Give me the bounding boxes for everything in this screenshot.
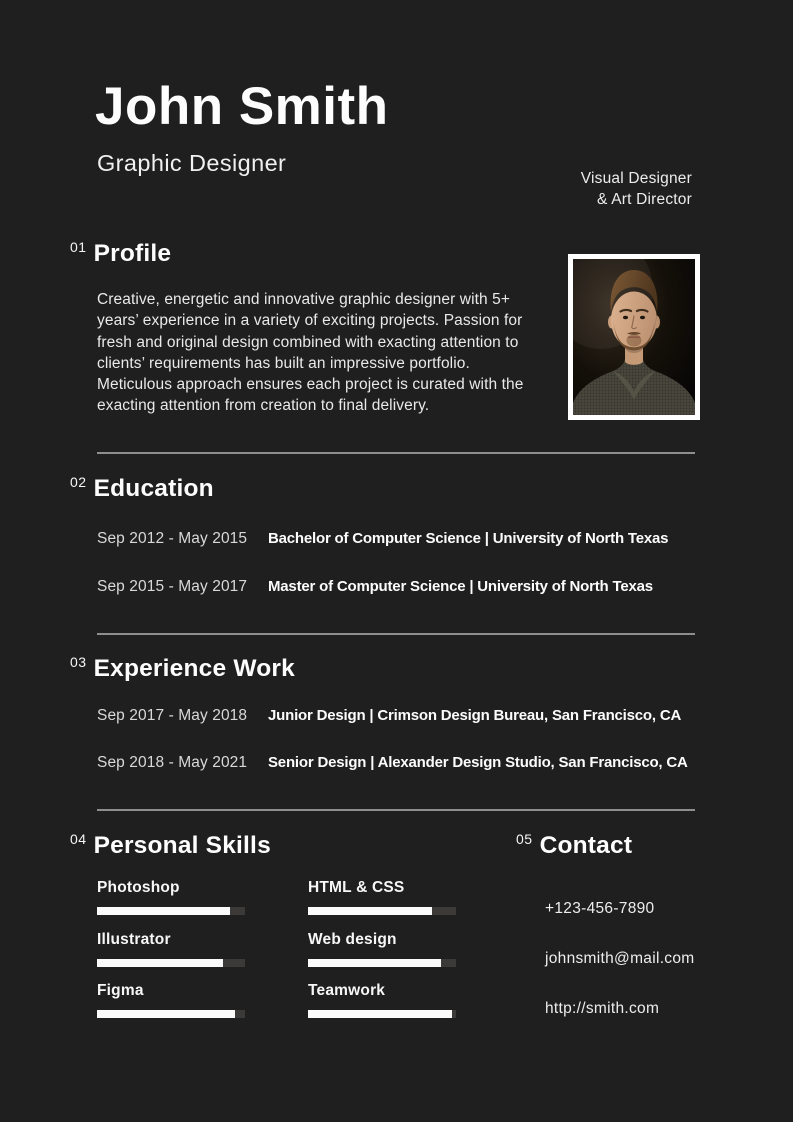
experience-description: Junior Design | Crimson Design Bureau, San Francisco, CA — [268, 707, 682, 724]
skill-item — [308, 878, 458, 915]
section-number: 05 — [516, 831, 533, 847]
education-dates: Sep 2015 - May 2017 — [97, 578, 248, 595]
section-title: Contact — [539, 832, 633, 859]
education-description: Master of Computer Science | University of North Texas — [268, 578, 653, 595]
person-title: Graphic Designer — [97, 150, 287, 176]
skill-label: Teamwork — [308, 982, 386, 999]
skill-bar-fill — [97, 1010, 235, 1018]
section-title: Personal Skills — [93, 832, 271, 859]
skill-bar-fill — [97, 907, 230, 915]
person-name: John Smith — [95, 77, 389, 136]
section-title: Profile — [93, 240, 172, 267]
section-number: 04 — [70, 831, 87, 847]
section-divider — [97, 633, 695, 635]
education-dates: Sep 2012 - May 2015 — [97, 530, 248, 547]
skill-bar-fill — [308, 959, 441, 967]
portrait-illustration — [573, 259, 695, 415]
skill-label: Figma — [97, 982, 144, 999]
skill-bar-track — [308, 907, 456, 915]
skill-bar-track — [97, 907, 245, 915]
experience-dates: Sep 2017 - May 2018 — [97, 707, 248, 724]
experience-row — [97, 706, 737, 726]
section-heading-contact — [516, 832, 632, 860]
skill-bar-fill — [308, 1010, 452, 1018]
section-divider — [97, 452, 695, 454]
skill-label: Illustrator — [97, 931, 171, 948]
tagline — [581, 168, 692, 210]
section-number: 03 — [70, 654, 87, 670]
skill-label: HTML & CSS — [308, 879, 405, 896]
skill-bar-track — [97, 1010, 245, 1018]
experience-row — [97, 753, 737, 773]
contact-email: johnsmith@mail.com — [545, 950, 695, 967]
skill-bar-track — [308, 959, 456, 967]
experience-dates: Sep 2018 - May 2021 — [97, 754, 248, 771]
tagline-line2: & Art Director — [597, 191, 692, 208]
education-description: Bachelor of Computer Science | University of North Texas — [268, 530, 669, 547]
section-divider — [97, 809, 695, 811]
skill-bar-fill — [97, 959, 223, 967]
experience-description: Senior Design | Alexander Design Studio, San Francisco, CA — [268, 754, 688, 771]
skill-item — [97, 930, 247, 967]
skill-label: Photoshop — [97, 879, 180, 896]
skill-item — [97, 878, 247, 915]
skill-item — [97, 981, 247, 1018]
skill-bar-track — [97, 959, 245, 967]
section-title: Education — [93, 475, 214, 502]
section-title: Experience Work — [93, 655, 295, 682]
section-heading-skills — [70, 832, 271, 860]
skill-bar-fill — [308, 907, 432, 915]
education-row — [97, 529, 737, 549]
profile-summary: Creative, energetic and innovative graphic designer with 5+ years’ experience in a variety of exciting projects. Passion for fresh and original design combined with exacting attention to clients’ requirements has built an impressive portfolio. Meticulous approach ensures each project is curated with the exacting attention from creation to final delivery. — [97, 291, 524, 415]
tagline-line1: Visual Designer — [580, 170, 692, 187]
section-heading-education — [70, 475, 214, 503]
section-heading-profile — [70, 240, 171, 268]
skill-label: Web design — [308, 931, 397, 948]
skill-item — [308, 930, 458, 967]
skill-item — [308, 981, 458, 1018]
skill-bar-track — [308, 1010, 456, 1018]
section-number: 01 — [70, 239, 87, 255]
portrait-photo — [568, 254, 700, 420]
education-row — [97, 577, 737, 597]
contact-phone: +123-456-7890 — [545, 900, 655, 917]
section-heading-experience — [70, 655, 295, 683]
contact-website: http://smith.com — [545, 1000, 660, 1017]
section-number: 02 — [70, 474, 87, 490]
